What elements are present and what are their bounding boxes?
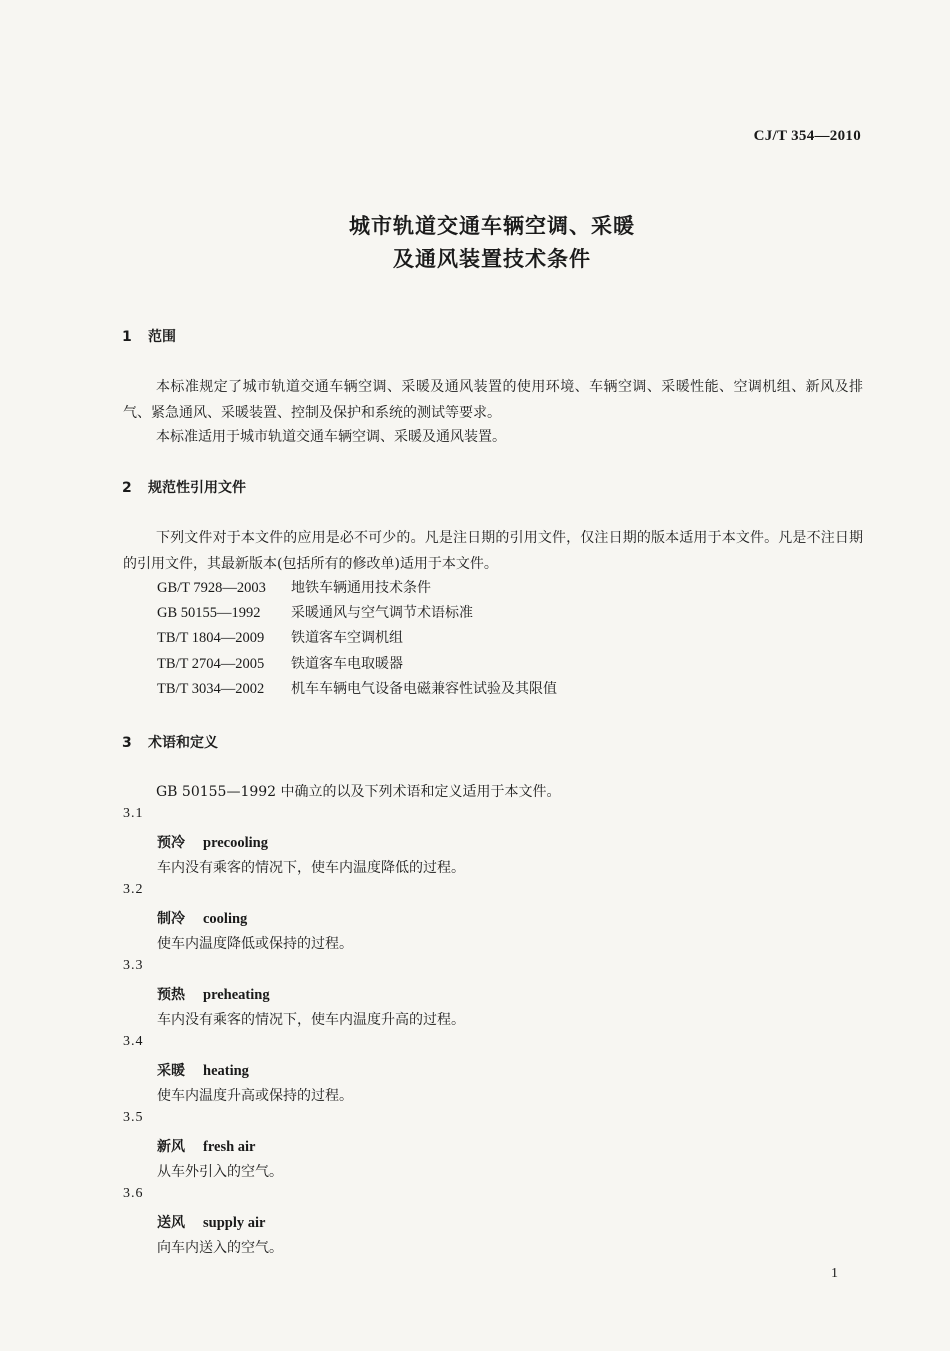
term-heading — [157, 984, 270, 1004]
term-number: 3.5 — [123, 1110, 144, 1125]
term-number: 3.1 — [123, 806, 144, 821]
page-number: 1 — [831, 1266, 838, 1281]
term-heading — [157, 1060, 249, 1080]
term-zh: 送风 — [157, 1215, 185, 1231]
section-3-heading — [122, 732, 218, 752]
term-definition: 车内没有乘客的情况下，使车内温度升高的过程。 — [157, 1012, 465, 1028]
term-heading — [157, 908, 247, 928]
section-number: 3 — [122, 735, 132, 751]
term-definition: 从车外引入的空气。 — [157, 1164, 283, 1180]
document-title — [0, 210, 950, 276]
term-definition: 车内没有乘客的情况下，使车内温度降低的过程。 — [157, 860, 465, 876]
section-3-paragraph-1: GB 50155—1992 中确立的以及下列术语和定义适用于本文件。 — [156, 784, 561, 800]
term-heading — [157, 832, 268, 852]
standard-code: CJ/T 354—2010 — [753, 128, 861, 144]
term-en: precooling — [203, 835, 268, 851]
term-zh: 新风 — [157, 1139, 185, 1155]
reference-code: GB 50155—1992 — [157, 605, 261, 621]
reference-code: TB/T 2704—2005 — [157, 656, 265, 672]
term-en: fresh air — [203, 1139, 256, 1155]
term-zh: 制冷 — [157, 911, 185, 927]
reference-item — [157, 653, 403, 673]
reference-title: 采暖通风与空气调节术语标准 — [291, 605, 473, 621]
reference-title: 铁道客车空调机组 — [291, 630, 403, 646]
term-zh: 采暖 — [157, 1063, 185, 1079]
term-zh: 预冷 — [157, 835, 185, 851]
term-en: preheating — [203, 987, 270, 1003]
term-number: 3.4 — [123, 1034, 144, 1049]
section-title: 范围 — [148, 329, 176, 345]
reference-title: 铁道客车电取暖器 — [291, 656, 403, 672]
section-1-paragraph-1: 本标准规定了城市轨道交通车辆空调、采暖及通风装置的使用环境、车辆空调、采暖性能、空调机组、新风及排气、紧急通风、采暖装置、控制及保护和系统的测试等要求。 — [123, 379, 863, 421]
reference-title: 地铁车辆通用技术条件 — [291, 580, 431, 596]
reference-item — [157, 678, 557, 698]
section-2-heading — [122, 477, 246, 497]
section-1-paragraph-2: 本标准适用于城市轨道交通车辆空调、采暖及通风装置。 — [156, 429, 506, 445]
reference-code: GB/T 7928—2003 — [157, 580, 266, 596]
reference-code: TB/T 3034—2002 — [157, 681, 265, 697]
title-line-1: 城市轨道交通车辆空调、采暖 — [349, 214, 635, 238]
term-heading — [157, 1136, 256, 1156]
section-1-heading — [122, 326, 176, 346]
term-number: 3.3 — [123, 958, 144, 973]
section-title: 术语和定义 — [148, 735, 218, 751]
reference-title: 机车车辆电气设备电磁兼容性试验及其限值 — [291, 681, 557, 697]
term-number: 3.6 — [123, 1186, 144, 1201]
term-definition: 使车内温度降低或保持的过程。 — [157, 936, 353, 952]
section-number: 2 — [122, 480, 132, 496]
term-en: cooling — [203, 911, 248, 927]
term-en: supply air — [203, 1215, 266, 1231]
term-number: 3.2 — [123, 882, 144, 897]
section-title: 规范性引用文件 — [148, 480, 246, 496]
section-2-paragraph-1: 下列文件对于本文件的应用是必不可少的。凡是注日期的引用文件，仅注日期的版本适用于本文件。凡是不注日期的引用文件，其最新版本(包括所有的修改单)适用于本文件。 — [123, 530, 863, 572]
title-line-2: 及通风装置技术条件 — [393, 247, 591, 271]
reference-code: TB/T 1804—2009 — [157, 630, 265, 646]
term-definition: 向车内送入的空气。 — [157, 1240, 283, 1256]
reference-item — [157, 627, 403, 647]
term-zh: 预热 — [157, 987, 185, 1003]
term-heading — [157, 1212, 265, 1232]
term-definition: 使车内温度升高或保持的过程。 — [157, 1088, 353, 1104]
term-en: heating — [203, 1063, 249, 1079]
reference-item — [157, 577, 431, 597]
reference-item — [157, 602, 473, 622]
section-number: 1 — [122, 329, 132, 345]
